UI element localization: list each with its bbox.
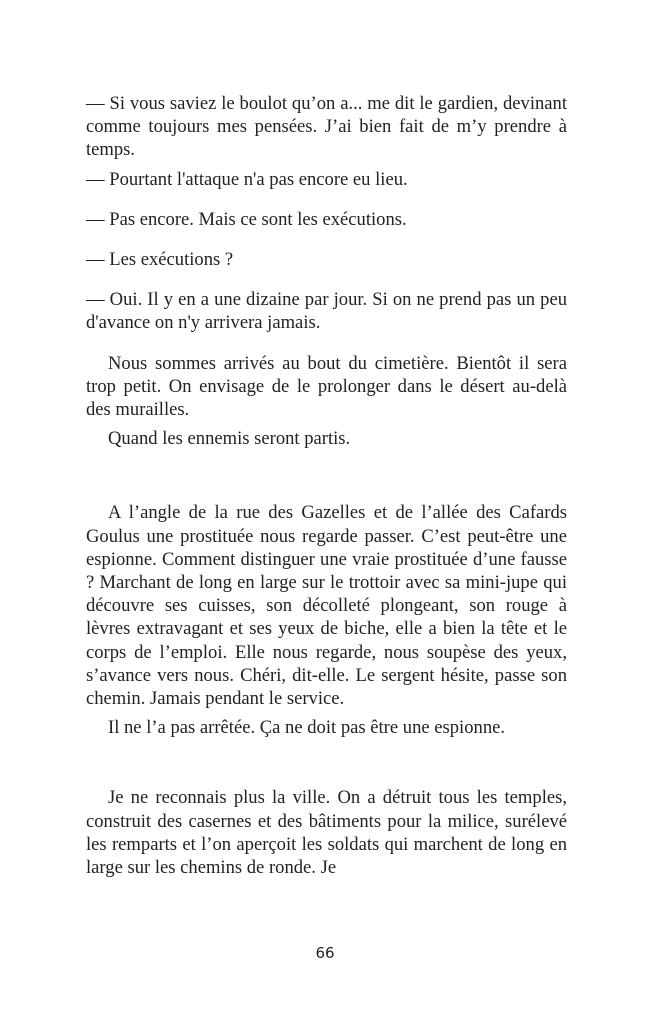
body-paragraph: A l’angle de la rue des Gazelles et de l’allée des Cafards Goulus une prostituée nous regarde passer. C’est peut-être une espionne. Comment distinguer une vraie prostituée d’une fausse ? Marchant de long en large sur le trottoir avec sa mini-jupe qui découvre ses cuisses, son décolleté plongeant, son rouge à lèvres extravagant et ses yeux de biche, elle a bien la tête et le corps de l’emploi. Elle nous regarde, nous soupèse des yeux, s’avance vers nous. Chéri, dit-elle. Le sergent hésite, passe son chemin. Jamais pendant le service. (86, 502, 567, 710)
body-paragraph: Nous sommes arrivés au bout du cimetière. Bientôt il sera trop petit. On envisage de le prolonger dans le désert au-delà des murailles. (86, 352, 567, 421)
dialogue-paragraph: — Si vous saviez le boulot qu’on a... me dit le gardien, devinant comme toujours mes pensées. J’ai bien fait de m’y prendre à temps. (86, 93, 567, 161)
dialogue-paragraph: — Oui. Il y en a une dizaine par jour. Si on ne prend pas un peu d'avance on n'y arrivera jamais. (86, 289, 567, 334)
body-paragraph: Je ne reconnais plus la ville. On a détruit tous les temples, construit des casernes et des bâtiments pour la milice, surélevé les remparts et l’on aperçoit les soldats qui marchent de long en large sur les chemins de ronde. Je (86, 787, 567, 879)
page-number: 66 (315, 944, 335, 962)
dialogue-paragraph: — Les exécutions ? (86, 249, 234, 271)
body-paragraph: Quand les ennemis seront partis. (108, 428, 351, 450)
body-paragraph: Il ne l’a pas arrêtée. Ça ne doit pas être une espionne. (108, 717, 506, 739)
dialogue-paragraph: — Pourtant l'attaque n'a pas encore eu lieu. (86, 168, 408, 190)
dialogue-paragraph: — Pas encore. Mais ce sont les exécutions. (86, 208, 407, 230)
page-body (86, 92, 567, 879)
